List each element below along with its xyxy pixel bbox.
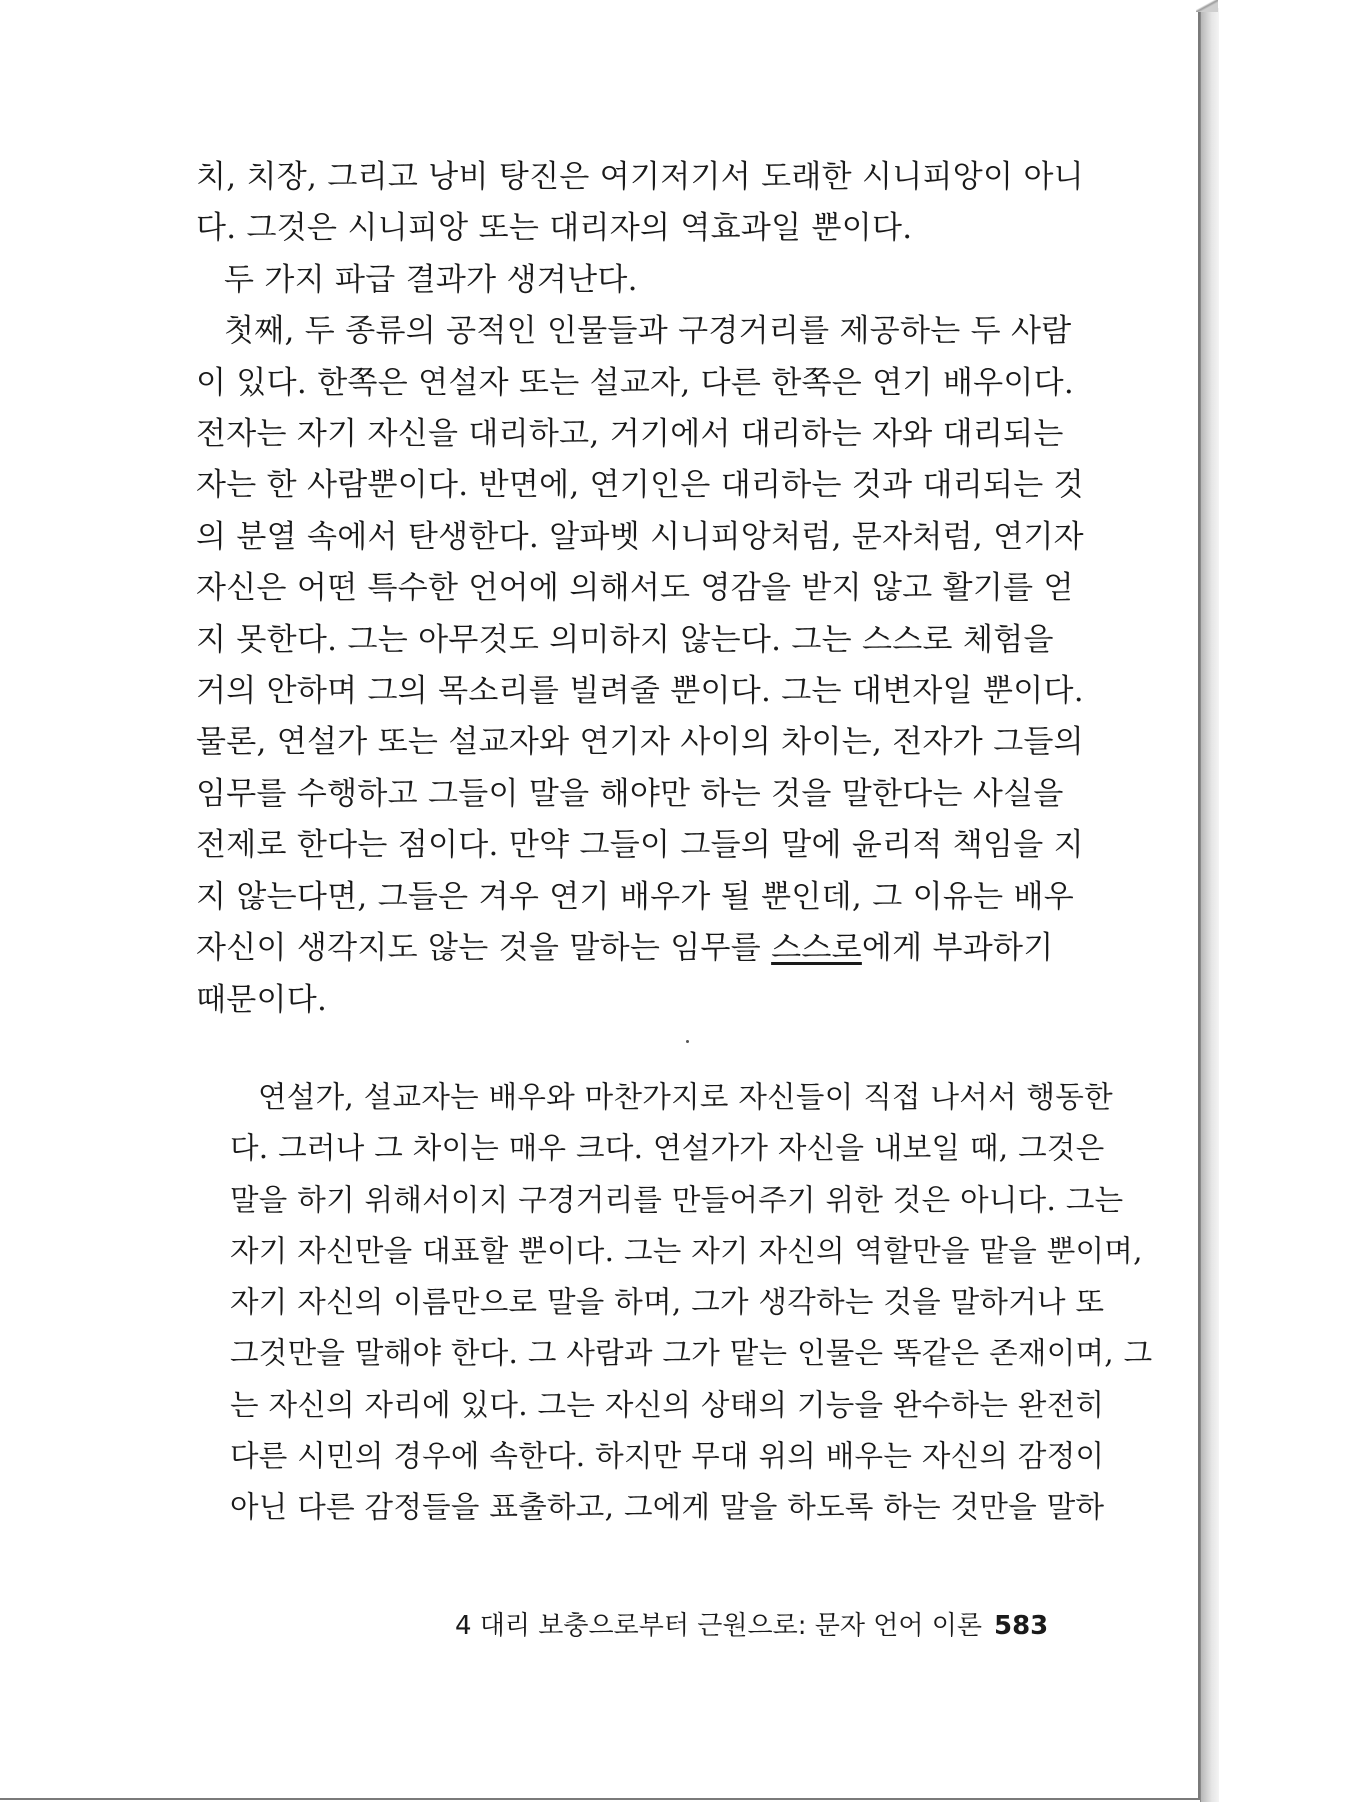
- page-number: 583: [993, 1611, 1049, 1641]
- text-line: 다. 그것은 시니피앙 또는 대리자의 역효과일 뿐이다.: [196, 210, 913, 247]
- text-line: 첫째, 두 종류의 공적인 인물들과 구경거리를 제공하는 두 사람: [224, 313, 1072, 350]
- text-line: 자신은 어떤 특수한 언어에 의해서도 영감을 받지 않고 활기를 얻: [196, 570, 1074, 607]
- text-line: 그것만을 말해야 한다. 그 사람과 그가 맡는 인물은 똑같은 존재이며, 그: [230, 1336, 1153, 1371]
- text-line: 두 가지 파급 결과가 생겨난다.: [224, 261, 638, 298]
- text-line: 이 있다. 한쪽은 연설자 또는 설교자, 다른 한쪽은 연기 배우이다.: [196, 364, 1074, 401]
- text-block-main: [196, 152, 1084, 1026]
- text-line: 다른 시민의 경우에 속한다. 하지만 무대 위의 배우는 자신의 감정이: [230, 1439, 1105, 1474]
- text-line: 는 자신의 자리에 있다. 그는 자신의 상태의 기능을 완수하는 완전히: [230, 1387, 1105, 1422]
- text-line: 때문이다.: [196, 981, 328, 1018]
- text-line: 의 분열 속에서 탄생한다. 알파벳 시니피앙처럼, 문자처럼, 연기자: [196, 518, 1084, 555]
- text-line: 지 않는다면, 그들은 겨우 연기 배우가 될 뿐인데, 그 이유는 배우: [196, 878, 1074, 915]
- print-speck: [686, 1040, 689, 1043]
- text-line: 임무를 수행하고 그들이 말을 해야만 하는 것을 말한다는 사실을: [196, 775, 1064, 812]
- text-segment: 자신이 생각지도 않는 것을 말하는 임무를: [196, 930, 772, 967]
- text-line: 전자는 자기 자신을 대리하고, 거기에서 대리하는 자와 대리되는: [196, 416, 1064, 453]
- text-line-with-underline: [196, 923, 1054, 974]
- text-line: 자는 한 사람뿐이다. 반면에, 연기인은 대리하는 것과 대리되는 것: [196, 467, 1084, 504]
- underlined-word: 스스로: [771, 930, 862, 967]
- text-line: 물론, 연설가 또는 설교자와 연기자 사이의 차이는, 전자가 그들의: [196, 724, 1084, 761]
- text-line: 지 못한다. 그는 아무것도 의미하지 않는다. 그는 스스로 체험을: [196, 621, 1054, 658]
- text-line: 연설가, 설교자는 배우와 마찬가지로 자신들이 직접 나서서 행동한: [258, 1080, 1113, 1114]
- text-segment: 에게 부과하기: [861, 930, 1054, 967]
- text-block-quote: [230, 1072, 1153, 1534]
- page-footer: [455, 1608, 1049, 1644]
- text-line: 아닌 다른 감정들을 표출하고, 그에게 말을 하도록 하는 것만을 말하: [230, 1490, 1105, 1525]
- text-line: 말을 하기 위해서이지 구경거리를 만들어주기 위한 것은 아니다. 그는: [230, 1182, 1124, 1217]
- text-line: 자기 자신만을 대표할 뿐이다. 그는 자기 자신의 역할만을 맡을 뿐이며,: [230, 1233, 1143, 1268]
- text-line: 전제로 한다는 점이다. 만약 그들이 그들의 말에 윤리적 책임을 지: [196, 827, 1084, 864]
- text-line: 거의 안하며 그의 목소리를 빌려줄 뿐이다. 그는 대변자일 뿐이다.: [196, 673, 1084, 710]
- text-line: 다. 그러나 그 차이는 매우 크다. 연설가가 자신을 내보일 때, 그것은: [230, 1131, 1105, 1166]
- page-corner: [1196, 0, 1218, 12]
- page-stack-edge: [1200, 8, 1219, 1802]
- running-head: 4 대리 보충으로부터 근원으로: 문자 언어 이론: [455, 1611, 982, 1641]
- text-line: 치, 치장, 그리고 낭비 탕진은 여기저기서 도래한 시니피앙이 아니: [196, 159, 1084, 195]
- text-line: 자기 자신의 이름만으로 말을 하며, 그가 생각하는 것을 말하거나 또: [230, 1285, 1105, 1320]
